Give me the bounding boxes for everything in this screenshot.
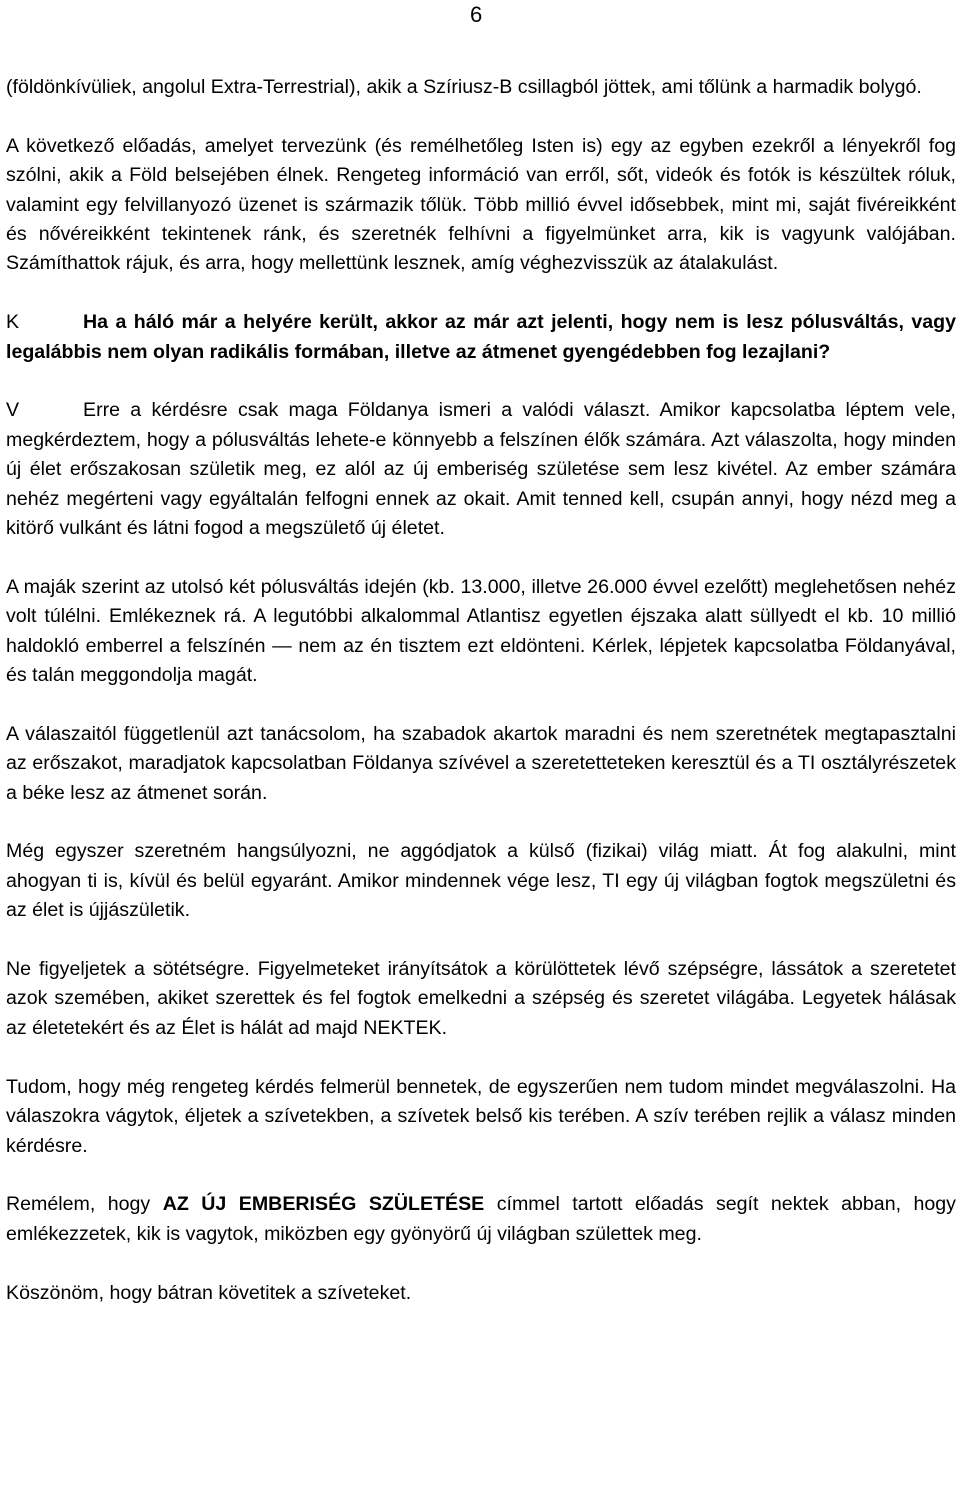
answer-label: V xyxy=(6,399,20,422)
paragraph-advice: A válaszaitól függetlenül azt tanácsolom, ha szabadok akartok maradni és nem szeretnétek megtapasztalni az erőszakot, maradjatok kapcsolatban Földanya szívével a szeretetteteken keresztül és a TI osztályrészetek a béke lesz az átmenet során. xyxy=(6,722,956,804)
answer-text: Erre a kérdésre csak maga Földanya ismeri a valódi választ. Amikor kapcsolatba léptem vele, megkérdeztem, hogy a pólusváltás lehete-e könnyebb a felszínen élők számára. Azt válaszolta, hogy minden új élet erőszakosan születik meg, ez alól az új emberiség születése sem lesz kivétel. Az ember számára nehéz megérteni vagy egyáltalán felfogni ennek az okait. Amit tenned kell, csupán annyi, hogy nézd meg a kitörő vulkánt és látni fogod a megszülető új életet. xyxy=(6,399,956,540)
hope-text-after: címmel tartott előadás segít nektek abban, hogy emlékezzetek, kik is vagytok, miközben egy gyönyörű új világban születtek meg. xyxy=(6,1193,956,1245)
paragraph-thanks: Köszönöm, hogy bátran követitek a szíveteket. xyxy=(6,1281,412,1304)
lecture-title: AZ ÚJ EMBERISÉG SZÜLETÉSE xyxy=(162,1193,485,1216)
page-number: 6 xyxy=(470,2,483,27)
paragraph-intro-continuation: (földönkívüliek, angolul Extra-Terrestrial), akik a Szíriusz-B csillagból jöttek, ami tőlünk a harmadik bolygó. xyxy=(6,76,922,98)
paragraph-maya: A maják szerint az utolsó két pólusváltás idején (kb. 13.000, illetve 26.000 évvel ezelőtt) meglehetősen nehéz volt túlélni. Emlékeznek rá. A legutóbbi alkalommal Atlantisz egyetlen éjszaka alatt süllyedt el kb. 10 millió haldokló emberrel a felszínén — nem az én tisztem ezt eldönteni. Kérlek, lépjetek kapcsolatba Földanyával, és talán meggondolja magát. xyxy=(6,575,956,687)
paragraph-questions: Tudom, hogy még rengeteg kérdés felmerül bennetek, de egyszerűen nem tudom mindet megválaszolni. Ha válaszokra vágytok, éljetek a szívetekben, a szívetek belső kis terében. A szív terében rejlik a válasz minden kérdésre. xyxy=(6,1075,956,1157)
paragraph-next-lecture: A következő előadás, amelyet tervezünk (és remélhetőleg Isten is) egy az egyben ezekről a lényekről fog szólni, akik a Föld belsejében élnek. Rengeteg információ van erről, sőt, videók és fotók is készültek róluk, valamint egy felvillanyozó üzenet is származik tőlük. Több millió évvel idősebbek, mint mi, saját fivéreikként és nővéreikként tekintenek ránk, és szeretnék felhívni a figyelmünket arra, kik is vagyunk valójában. Számíthattok rájuk, és arra, hogy mellettünk lesznek, amíg véghezvisszük az átalakulást. xyxy=(6,134,956,275)
paragraph-darkness: Ne figyeljetek a sötétségre. Figyelmeteket irányítsátok a körülöttetek lévő szépségre, lássátok a szeretetet azok szemében, akiket szerettek és fel fogtok emelkedni a szépség és szeretet világába. Legyetek hálásak az életetekért és az Élet is hálát ad majd NEKTEK. xyxy=(6,958,956,1039)
hope-text-before: Remélem, hogy xyxy=(6,1193,163,1216)
paragraph-emphasis: Még egyszer szeretném hangsúlyozni, ne aggódjatok a külső (fizikai) világ miatt. Át fog alakulni, mint ahogyan ti is, kívül és belül egyaránt. Amikor mindennek vége lesz, TI egy új világban fogtok megszületni és az élet is újjászületik. xyxy=(6,840,956,922)
answer-paragraph xyxy=(6,396,956,543)
question-paragraph xyxy=(6,308,956,367)
document-body xyxy=(6,73,956,1337)
paragraph-hope xyxy=(6,1190,956,1249)
question-label: K xyxy=(6,311,20,334)
question-text: Ha a háló már a helyére került, akkor az már azt jelenti, hogy nem is lesz pólusváltás, vagy legalábbis nem olyan radikális formában, illetve az átmenet gyengédebben fog lezajlani? xyxy=(6,311,956,363)
